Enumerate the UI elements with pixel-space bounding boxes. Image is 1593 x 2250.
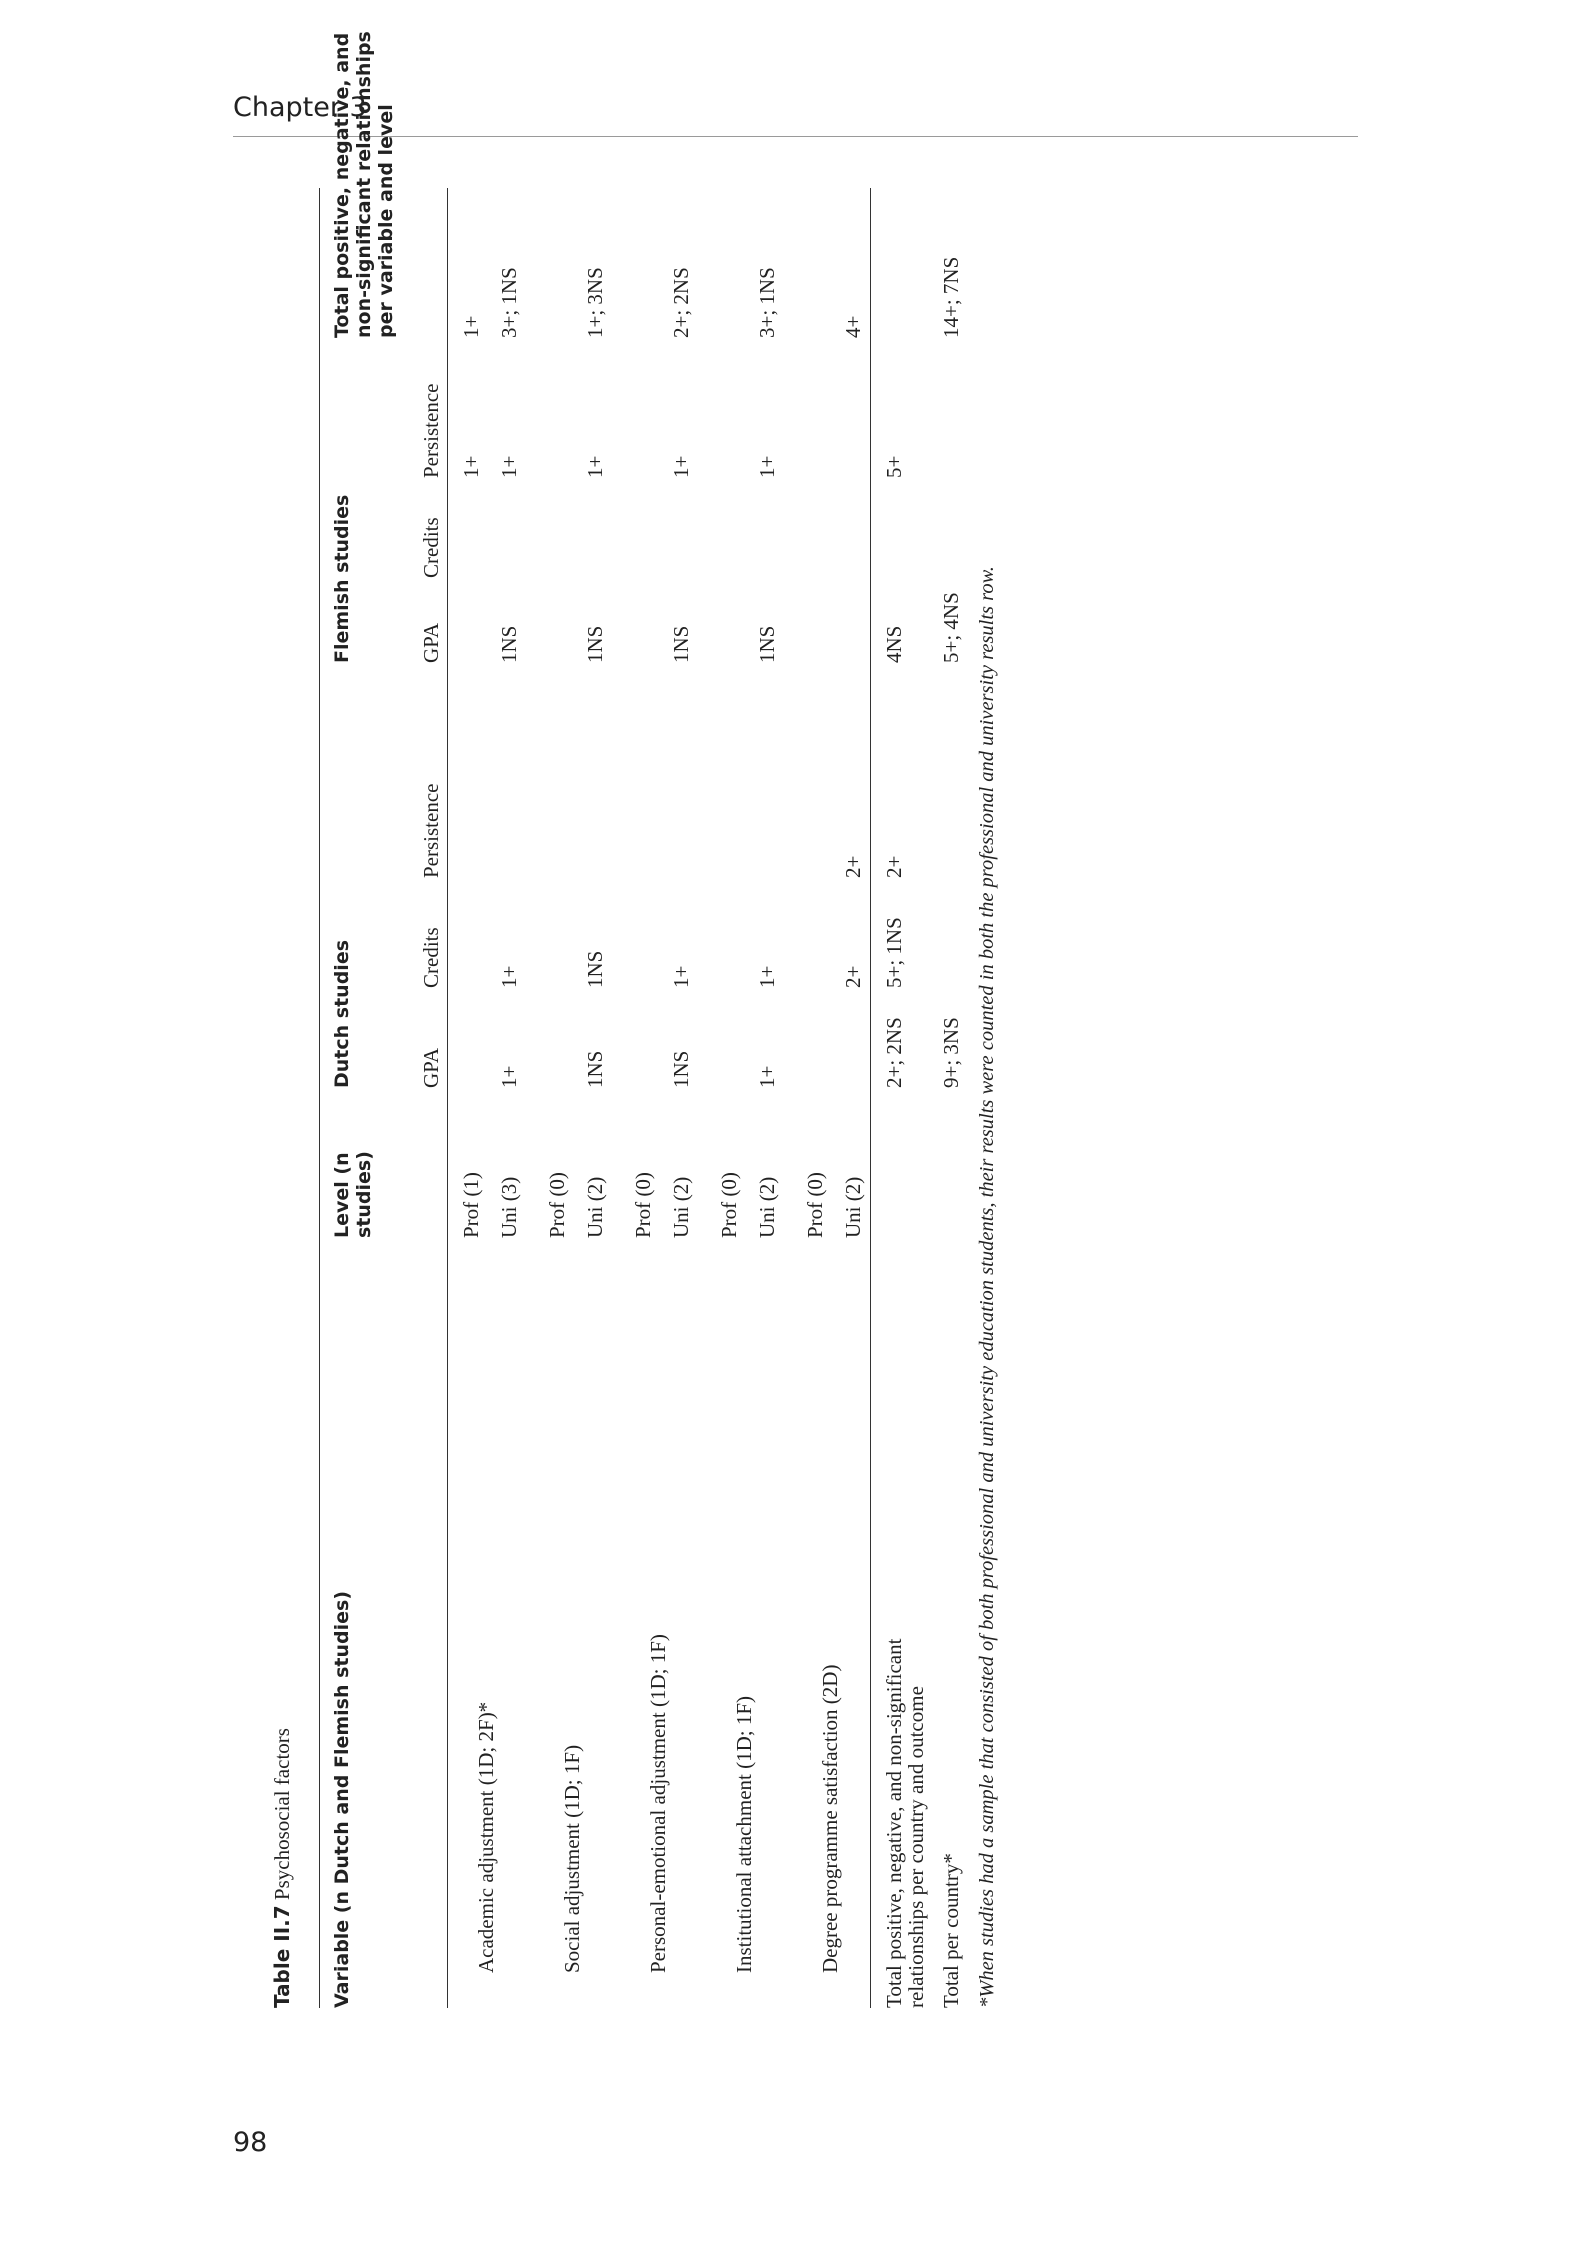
table-cell: 3+; 1NS — [497, 267, 521, 338]
summary-outcome-cell: 5+ — [882, 455, 906, 478]
table-cell: 1+ — [669, 965, 693, 988]
table-caption-text: Psychosocial factors — [270, 1728, 294, 1906]
row-variable-label: Personal-emotional adjustment (1D; 1F) — [646, 1634, 670, 1973]
table-cell: 2+ — [841, 855, 865, 878]
table-top-rule — [319, 188, 320, 2008]
summary-country-total: 14+; 7NS — [939, 256, 963, 338]
header-dutch-studies: Dutch studies — [331, 939, 353, 1088]
table-footnote: *When studies had a sample that consisted of both professional and university education students, their results were counted in both the professional and university results row. — [976, 566, 998, 2008]
subheader-dutch-gpa: GPA — [419, 1047, 443, 1088]
table-cell: 1+ — [669, 455, 693, 478]
running-head: Chapter 3 — [233, 92, 367, 123]
header-rule — [233, 136, 1358, 137]
summary-country-label: Total per country* — [939, 1853, 963, 2008]
table-cell: 1+ — [459, 315, 483, 338]
table-cell: 1NS — [583, 1050, 607, 1088]
subheader-flemish-credits: Credits — [419, 517, 443, 578]
table-cell: 3+; 1NS — [755, 267, 779, 338]
header-total-line2: non-significant relationships — [353, 31, 375, 338]
header-flemish-studies: Flemish studies — [331, 494, 353, 663]
table-cell: Prof (0) — [545, 1172, 569, 1238]
table-cell: 2+; 2NS — [669, 267, 693, 338]
table-cell: 1+ — [755, 455, 779, 478]
table-cell: 1+ — [755, 1065, 779, 1088]
table-header-rule — [447, 188, 448, 2008]
table-cell: 1NS — [583, 950, 607, 988]
summary-outcome-cell: 4NS — [882, 625, 906, 663]
subheader-flemish-gpa: GPA — [419, 622, 443, 663]
summary-outcome-cell: 2+; 2NS — [882, 1017, 906, 1088]
header-total-line1: Total positive, negative, and — [331, 32, 353, 338]
summary-outcome-cell: 5+; 1NS — [882, 917, 906, 988]
table-cell: Uni (2) — [583, 1176, 607, 1238]
table-cell: 1+ — [497, 965, 521, 988]
table-cell: 1NS — [669, 1050, 693, 1088]
table-cell: 1+ — [755, 965, 779, 988]
summary-outcome-label: relationships per country and outcome — [904, 1686, 928, 2008]
table-cell: 1NS — [583, 625, 607, 663]
table-cell: Uni (2) — [755, 1176, 779, 1238]
table-cell: 1+ — [497, 1065, 521, 1088]
subheader-dutch-credits: Credits — [419, 927, 443, 988]
table-cell: Uni (3) — [497, 1176, 521, 1238]
table-cell: Uni (2) — [841, 1176, 865, 1238]
table-cell: 4+ — [841, 315, 865, 338]
subheader-flemish-persistence: Persistence — [419, 383, 443, 478]
table-cell: 1+ — [497, 455, 521, 478]
row-variable-label: Social adjustment (1D; 1F) — [560, 1744, 584, 1973]
table-cell: 2+ — [841, 965, 865, 988]
table-cell: Prof (0) — [717, 1172, 741, 1238]
table-cell: Uni (2) — [669, 1176, 693, 1238]
table-cell: Prof (0) — [803, 1172, 827, 1238]
header-level-line2: studies) — [353, 1151, 375, 1238]
header-level-line1: Level (n — [331, 1152, 353, 1238]
table-cell: 1NS — [669, 625, 693, 663]
table-cell: 1NS — [755, 625, 779, 663]
row-variable-label: Degree programme satisfaction (2D) — [818, 1664, 842, 1973]
header-variable: Variable (n Dutch and Flemish studies) — [331, 1590, 353, 2008]
table-caption-label: Table II.7 — [270, 1905, 294, 2008]
summary-outcome-label: Total positive, negative, and non-significant — [882, 1638, 906, 2008]
table-body-rule — [870, 188, 871, 2008]
row-variable-label: Academic adjustment (1D; 2F)* — [474, 1701, 498, 1973]
summary-country-flemish: 5+; 4NS — [939, 592, 963, 663]
table-cell: 1NS — [497, 625, 521, 663]
table-cell: Prof (0) — [631, 1172, 655, 1238]
header-total-line3: per variable and level — [375, 104, 397, 338]
subheader-dutch-persistence: Persistence — [419, 783, 443, 878]
table-caption — [270, 1728, 295, 2008]
table-cell: Prof (1) — [459, 1172, 483, 1238]
table-cell: 1+ — [459, 455, 483, 478]
table-cell: 1+ — [583, 455, 607, 478]
page-number: 98 — [233, 2127, 268, 2158]
row-variable-label: Institutional attachment (1D; 1F) — [732, 1695, 756, 1973]
table-cell: 1+; 3NS — [583, 267, 607, 338]
summary-country-dutch: 9+; 3NS — [939, 1017, 963, 1088]
summary-outcome-cell: 2+ — [882, 855, 906, 878]
